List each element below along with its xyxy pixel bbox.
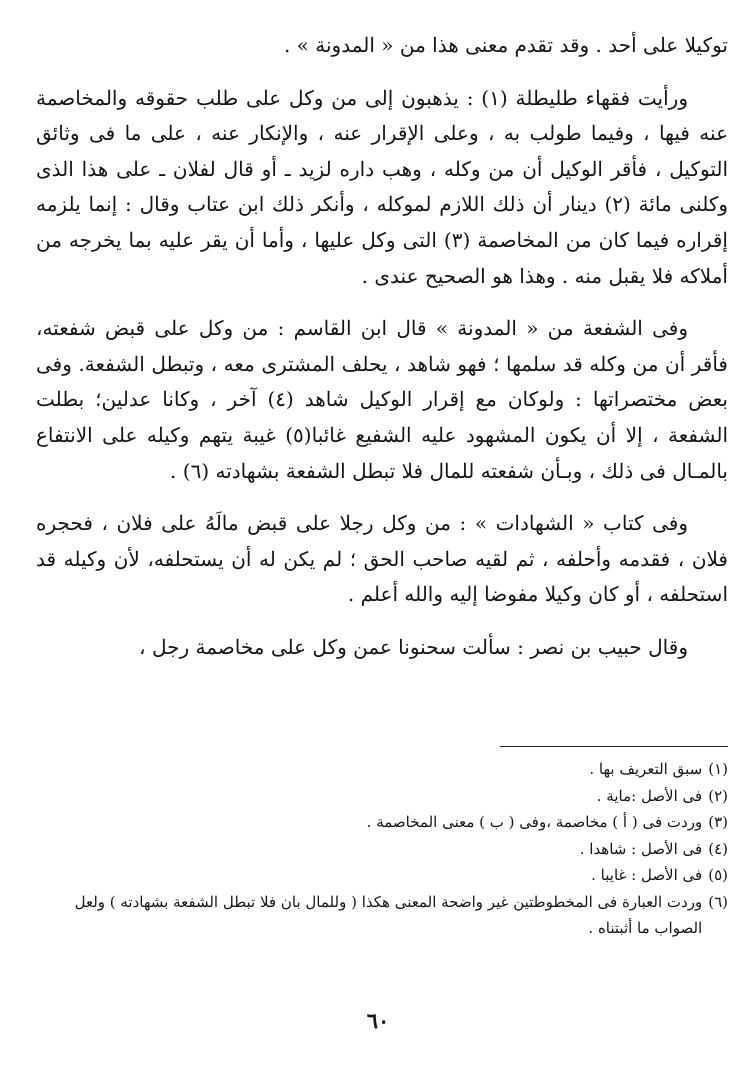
paragraph: وفى كتاب « الشهادات » : من وكل رجلا على قبض مالَهُ على فلان ، فحجره فلان ، فقدمه وأحلفه ، ثم لقيه صاحب الحق ؛ لم يكن له أن يستحلفه، لأن وكيله قد استحلفه ، أو كان وكيلا مفوضا إليه والله أعلم . <box>36 511 728 607</box>
paragraph: وفى الشفعة من « المدونة » قال ابن القاسم : من وكل على قبض شفعته، فأقر أن من وكله قد سلمها ؛ فهو شاهد ، يحلف المشترى معه ، وتبطل الشفعة. وفى بعض مختصراتها : ولوكان مع إقرار الوكيل شاهد (٤) آخر ، وكانا عدلين؛ بطلت الشفعة ، إلا أن يكون المشهود عليه الشفيع غائبا(٥) غيبة يتهم وكيله على الانتفاع بالمـال فى ذلك ، وبـأن شفعته للمال فلا تبطل الشفعة بشهادته (٦) . <box>36 316 729 483</box>
paragraph: وقال حبيب بن نصر : سألت سحنونا عمن وكل على مخاصمة رجل ، <box>139 634 688 659</box>
footnote <box>36 889 728 942</box>
footnote-text: فى الأصل : شاهدا . <box>579 839 703 858</box>
footnote-number: (٤) <box>708 839 728 858</box>
footnote-number: (٣) <box>708 813 728 831</box>
main-text <box>36 28 728 666</box>
footnote-text: وردت العبارة فى المخطوطتين غير واضحة المعنى هكذا ( وللمال بان فلا تبطل الشفعة بشهادته ) ولعل الصواب ما أثبتناه . <box>74 892 703 937</box>
footnote <box>36 809 728 836</box>
page-number: ٦٠ <box>366 1008 390 1033</box>
footnote <box>36 756 728 783</box>
footnote-text: فى الأصل :ماية . <box>596 786 703 805</box>
footnote-number: (٦) <box>708 892 728 911</box>
footnote-text: سبق التعريف بها . <box>589 760 703 778</box>
footnote-text: وردت فى ( أ ) مخاصمة ،وفى ( ب ) معنى المخاصمة . <box>366 813 703 831</box>
footnote <box>36 862 728 889</box>
footnote-number: (٥) <box>708 866 728 884</box>
footnote-number: (٢) <box>708 786 728 805</box>
footnote <box>36 783 728 810</box>
paragraph: توكيلا على أحد . وقد تقدم معنى هذا من « المدونة » . <box>283 33 728 57</box>
footnote-text: فى الأصل : غايبا . <box>591 866 703 884</box>
paragraph: ورأيت فقهاء طليطلة (١) : يذهبون إلى من وكل على طلب حقوقه والمخاصمة عنه فيها ، وفيما طولب به ، وعلى الإقرار عنه ، والإنكار عنه ، على ما فى وثائق التوكيل ، فأقر الوكيل أن من وكله ، وهب داره لزيد ـ أو قال لفلان ـ على هذا الذى وكلنى مائة (٢) دينار أن ذلك اللازم لموكله ، وأنكر ذلك ابن عتاب وقال : إنما يلزمه إقراره فيما كان من المخاصمة (٣) التى وكل عليها ، وأما أن يقر عليه بما يخرجه من أملاكه فلا يقبل منه . وهذا هو الصحيح عندى . <box>36 85 728 288</box>
footnote <box>36 836 728 863</box>
footnotes <box>36 756 728 942</box>
footnote-number: (١) <box>708 760 728 778</box>
footnote-separator <box>500 746 728 747</box>
